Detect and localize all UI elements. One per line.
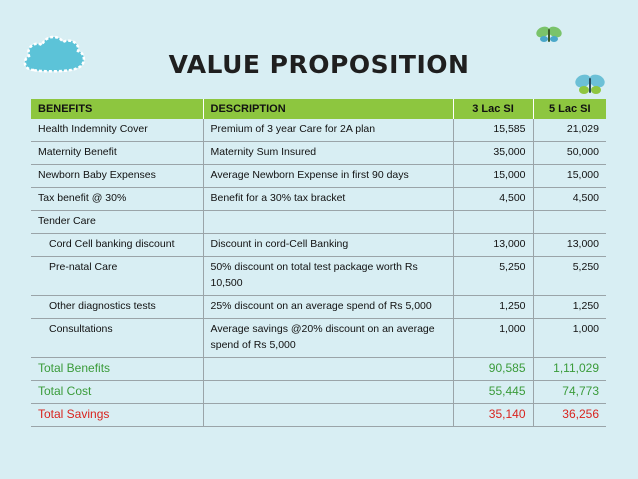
header-benefits: BENEFITS xyxy=(31,99,203,119)
value-5-lac-cell: 5,250 xyxy=(533,257,606,296)
description-cell: Discount in cord-Cell Banking xyxy=(203,234,453,257)
benefit-cell: Tax benefit @ 30% xyxy=(31,188,203,211)
value-5-lac-cell: 13,000 xyxy=(533,234,606,257)
value-5-lac-cell: 1,000 xyxy=(533,319,606,358)
table-row xyxy=(31,257,606,296)
table-row xyxy=(31,188,606,211)
total-label: Total Savings xyxy=(31,404,203,427)
empty-cell xyxy=(203,404,453,427)
benefit-cell: Tender Care xyxy=(31,211,203,234)
table-row xyxy=(31,211,606,234)
description-cell: Benefit for a 30% tax bracket xyxy=(203,188,453,211)
table-row xyxy=(31,119,606,142)
total-3-lac-cell: 35,140 xyxy=(453,404,533,427)
header-3-lac-si: 3 Lac SI xyxy=(453,99,533,119)
value-3-lac-cell: 4,500 xyxy=(453,188,533,211)
description-cell: 25% discount on an average spend of Rs 5,000 xyxy=(203,296,453,319)
table-row xyxy=(31,234,606,257)
header-5-lac-si: 5 Lac SI xyxy=(533,99,606,119)
description-cell: Maternity Sum Insured xyxy=(203,142,453,165)
table-row xyxy=(31,142,606,165)
value-3-lac-cell: 15,000 xyxy=(453,165,533,188)
description-cell: Average Newborn Expense in first 90 days xyxy=(203,165,453,188)
benefit-cell: Health Indemnity Cover xyxy=(31,119,203,142)
benefit-cell: Newborn Baby Expenses xyxy=(31,165,203,188)
value-3-lac-cell xyxy=(453,211,533,234)
benefit-cell: Other diagnostics tests xyxy=(31,296,203,319)
table-row xyxy=(31,319,606,358)
benefit-cell: Consultations xyxy=(31,319,203,358)
value-5-lac-cell: 50,000 xyxy=(533,142,606,165)
page-title: VALUE PROPOSITION xyxy=(168,50,470,79)
value-3-lac-cell: 35,000 xyxy=(453,142,533,165)
total-5-lac-cell: 1,11,029 xyxy=(533,358,606,381)
value-5-lac-cell: 21,029 xyxy=(533,119,606,142)
value-5-lac-cell xyxy=(533,211,606,234)
empty-cell xyxy=(203,381,453,404)
header-description: DESCRIPTION xyxy=(203,99,453,119)
value-proposition-table xyxy=(31,99,606,427)
butterfly-icon xyxy=(534,24,564,46)
total-label: Total Cost xyxy=(31,381,203,404)
value-5-lac-cell: 1,250 xyxy=(533,296,606,319)
benefit-cell: Cord Cell banking discount xyxy=(31,234,203,257)
description-cell xyxy=(203,211,453,234)
value-5-lac-cell: 4,500 xyxy=(533,188,606,211)
benefit-cell: Pre-natal Care xyxy=(31,257,203,296)
total-cost-row xyxy=(31,381,606,404)
value-3-lac-cell: 5,250 xyxy=(453,257,533,296)
value-3-lac-cell: 1,000 xyxy=(453,319,533,358)
total-3-lac-cell: 55,445 xyxy=(453,381,533,404)
value-3-lac-cell: 13,000 xyxy=(453,234,533,257)
table-row xyxy=(31,296,606,319)
empty-cell xyxy=(203,358,453,381)
table-row xyxy=(31,165,606,188)
total-3-lac-cell: 90,585 xyxy=(453,358,533,381)
description-cell: 50% discount on total test package worth Rs 10,500 xyxy=(203,257,453,296)
description-cell: Premium of 3 year Care for 2A plan xyxy=(203,119,453,142)
total-5-lac-cell: 36,256 xyxy=(533,404,606,427)
description-cell: Average savings @20% discount on an average spend of Rs 5,000 xyxy=(203,319,453,358)
value-3-lac-cell: 1,250 xyxy=(453,296,533,319)
benefit-cell: Maternity Benefit xyxy=(31,142,203,165)
total-5-lac-cell: 74,773 xyxy=(533,381,606,404)
table-header-row xyxy=(31,99,606,119)
total-benefits-row xyxy=(31,358,606,381)
value-3-lac-cell: 15,585 xyxy=(453,119,533,142)
value-5-lac-cell: 15,000 xyxy=(533,165,606,188)
total-label: Total Benefits xyxy=(31,358,203,381)
total-savings-row xyxy=(31,404,606,427)
